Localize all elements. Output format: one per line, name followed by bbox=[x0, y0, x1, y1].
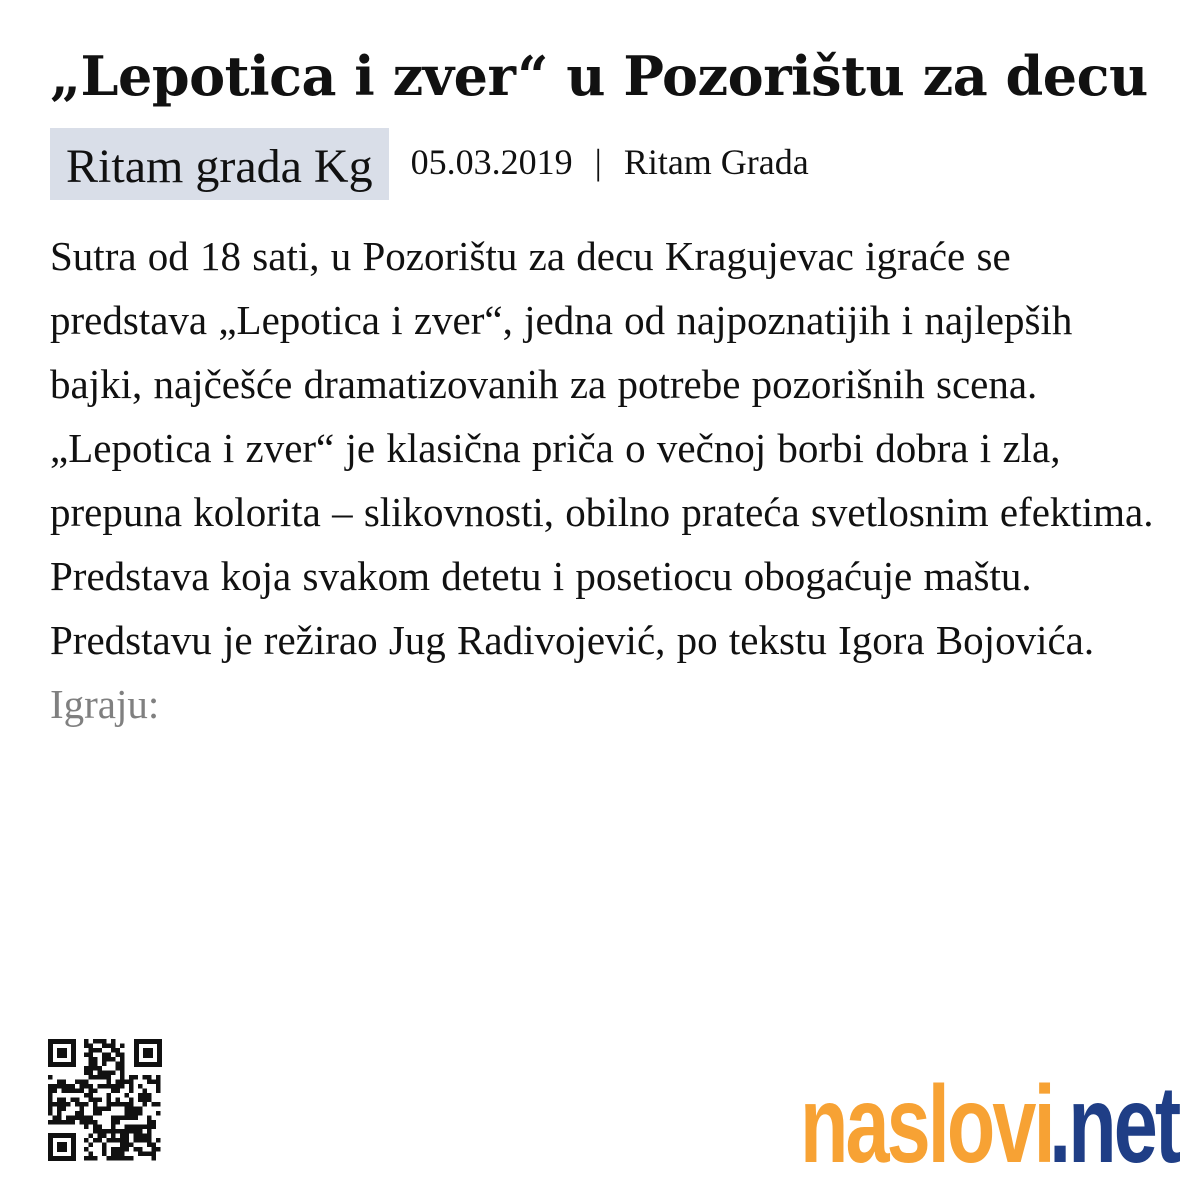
qr-code-icon bbox=[46, 1037, 164, 1163]
svg-text:.net: .net bbox=[1049, 1063, 1179, 1175]
article bbox=[50, 40, 1160, 736]
article-title: „Lepotica i zver“ u Pozorištu za decu bbox=[50, 44, 1148, 108]
category-tag[interactable]: Ritam grada Kg bbox=[50, 128, 389, 200]
article-faded-text: Igraju: bbox=[50, 681, 160, 727]
svg-text:naslovi: naslovi bbox=[800, 1063, 1053, 1175]
naslovi-net-logo[interactable] bbox=[800, 1060, 1180, 1175]
article-source[interactable]: Ritam Grada bbox=[623, 142, 809, 182]
article-body: Sutra od 18 sati, u Pozorištu za decu Kragujevac igraće se predstava „Lepotica i zver“, jedna od najpoznatijih i najlepših bajki, najčešće dramatizovanih za potrebe pozorišnih scena. „Lepotica i zver“ je klasična priča o večnoj borbi dobra i zla, prepuna kolorita – slikovnosti, obilno prateća svetlosnim efektima. Predstava koja svakom detetu i posetiocu obogaćuje maštu. Predstavu je režirao Jug Radivojević, po tekstu Igora Bojovića. bbox=[50, 233, 1154, 663]
article-meta bbox=[50, 128, 1160, 200]
meta-separator: | bbox=[594, 142, 602, 182]
publish-date: 05.03.2019 bbox=[410, 142, 573, 182]
meta-info bbox=[411, 128, 809, 196]
